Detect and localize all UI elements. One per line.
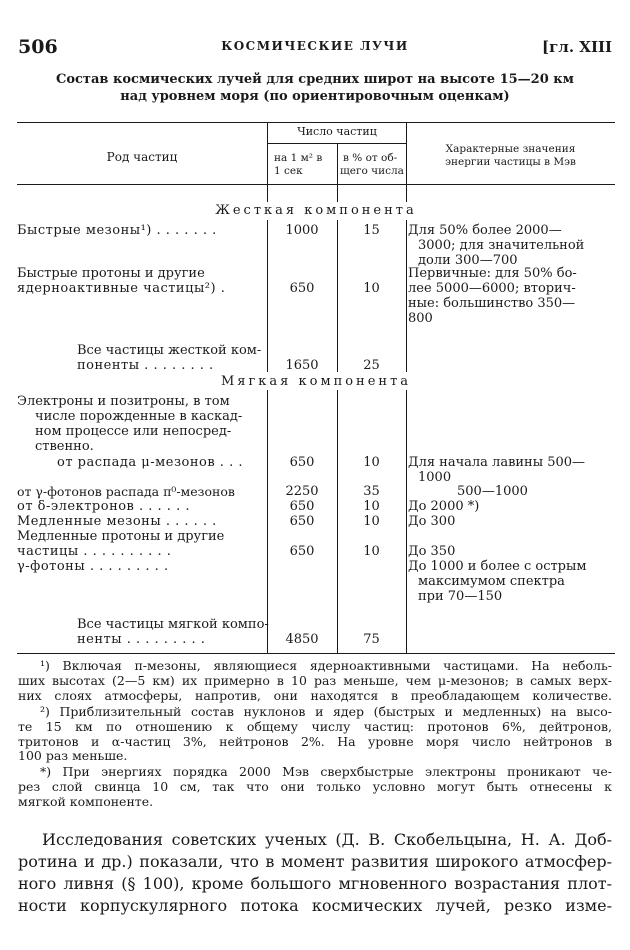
table-row-name: γ-фотоны . . . . . . . . .: [17, 559, 169, 574]
table-row-percent: 35: [363, 484, 380, 499]
footnote-line: *) При энергиях порядка 2000 Мэв сверхбыстрые электроны проникают че-: [40, 764, 612, 779]
table-row-name: частицы . . . . . . . . . .: [17, 544, 172, 559]
footnote-line: ²) Приблизительный состав нуклонов и ядер (быстрых и медленных) на высо-: [40, 704, 612, 719]
table-row-percent: 10: [363, 514, 380, 529]
table-row-percent: 10: [363, 455, 380, 470]
table-row-energy: доли 300—700: [418, 253, 518, 268]
table-row-name: Медленные протоны и другие: [17, 529, 225, 544]
table-row-name: Медленные мезоны . . . . . .: [17, 514, 217, 529]
table-row-name: ном процессе или непосред-: [35, 424, 232, 439]
table-row-name: Быстрые мезоны¹) . . . . . . .: [17, 223, 217, 238]
table-row-count: 650: [289, 544, 315, 559]
footnote-1: [18, 659, 612, 703]
section-hard-label: Жесткая компонента: [215, 203, 417, 218]
header-particle: Род частиц: [106, 150, 178, 164]
table-row-percent: 10: [363, 544, 380, 559]
table-row-name: числе порожденные в каскад-: [35, 409, 243, 424]
footnote-line: них слоях атмосферы, напротив, они находятся в преобладающем количестве.: [18, 687, 612, 703]
body-line: Исследования советских ученых (Д. В. Скобельцына, Н. А. Доб-: [42, 830, 612, 849]
table-row-energy: 1000: [418, 470, 452, 485]
table-row-energy: 3000; для значительной: [418, 238, 585, 253]
header-percent: щего числа: [340, 165, 404, 177]
header-percent: в % от об-: [343, 152, 398, 164]
column-rule: [406, 220, 407, 372]
table-row-name: от распада μ-мезонов . . .: [57, 455, 243, 470]
table-row-percent: 25: [363, 358, 380, 373]
page-header: [18, 36, 612, 60]
table-row-energy: 800: [408, 311, 433, 326]
table-row-count: 650: [289, 499, 315, 514]
table-row-count: 2250: [285, 484, 319, 499]
table-bottom-rule: [17, 653, 615, 654]
table-row-name: поненты . . . . . . . .: [77, 358, 214, 373]
footnote-line: рез слой свинца 10 см, так что они только условно могут быть отнесены к: [18, 778, 612, 794]
table-row-name: ственно.: [35, 439, 94, 454]
table-row-energy: максимумом спектра: [418, 574, 565, 589]
table-row-energy: 500—1000: [457, 484, 528, 499]
composition-table: [17, 122, 615, 654]
table-row-count: 650: [289, 281, 315, 296]
header-per-m2: на 1 м² в 1 сек: [274, 152, 323, 177]
table-row-name: ядерноактивные частицы²) .: [17, 281, 226, 296]
footnote-line: те 15 км по отношению к общему числу частиц: протонов 6%, дейтронов,: [18, 718, 612, 734]
table-row-energy: Первичные: для 50% бо-: [408, 266, 577, 281]
table-row-name: от γ-фотонов распада π⁰-мезонов: [17, 484, 235, 499]
footnote-2: [18, 705, 612, 764]
body-line: ности корпускулярного потока космических лучей, резко изме-: [18, 896, 612, 915]
header-bottom-rule: [17, 184, 615, 185]
footnote-line: 100 раз меньше.: [18, 748, 128, 764]
table-row-name: Электроны и позитроны, в том: [17, 394, 230, 409]
table-row-percent: 75: [363, 632, 380, 647]
column-rule: [406, 390, 407, 654]
table-row-energy: при 70—150: [418, 589, 503, 604]
table-row-count: 4850: [285, 632, 319, 647]
table-row-energy: ные: большинство 350—: [408, 296, 576, 311]
page-number: 506: [18, 36, 58, 58]
header-count-group: Число частиц: [297, 125, 377, 138]
table-row-count: 650: [289, 514, 315, 529]
table-row-percent: 10: [363, 281, 380, 296]
table-title-line: над уровнем моря (по ориентировочным оценкам): [120, 89, 510, 104]
column-rule: [337, 144, 338, 202]
body-line: ного ливня (§ 100), кроме большого мгновенного возрастания плот-: [18, 874, 612, 893]
table-row-energy: До 300: [408, 514, 456, 529]
footnote-line: ¹) Включая π-мезоны, являющиеся ядерноактивными частицами. На неболь-: [40, 658, 612, 673]
table-row-percent: 10: [363, 499, 380, 514]
footnote-line: ших высотах (2—5 км) их примерно в 10 раз меньше, чем μ-мезонов; в самых верх-: [18, 672, 612, 688]
table-row-count: 1000: [285, 223, 319, 238]
table-row-percent: 15: [363, 223, 380, 238]
table-row-name: Все частицы мягкой компо-: [77, 617, 269, 632]
table-row-energy: До 1000 и более с острым: [408, 559, 587, 574]
table-row-energy: До 2000 *): [408, 499, 480, 514]
footnote-line: тритонов и α-частиц 3%, нейтронов 2%. На уровне моря число нейтронов в: [18, 733, 612, 749]
body-paragraph: [18, 829, 612, 917]
table-row-count: 1650: [285, 358, 319, 373]
table-row-energy: Для 50% более 2000—: [408, 223, 562, 238]
table-row-energy: До 350: [408, 544, 456, 559]
table-row-name: ненты . . . . . . . . .: [77, 632, 206, 647]
header-energy: энергии частицы в Мэв: [445, 156, 576, 168]
table-title-line: Состав космических лучей для средних широт на высоте 15—20 км: [56, 72, 574, 87]
body-line: ротина и др.) показали, что в момент развития широкого атмосфер-: [18, 852, 612, 871]
table-top-rule: [17, 122, 615, 123]
table-title: [30, 71, 600, 105]
table-row-name: Все частицы жесткой ком-: [77, 343, 262, 358]
chapter-label: [гл. XIII: [542, 38, 612, 56]
header-energy: Характерные значения: [445, 143, 576, 155]
table-row-name: Быстрые протоны и другие: [17, 266, 205, 281]
footnote-line: мягкой компоненте.: [18, 793, 154, 809]
table-row-energy: лее 5000—6000; вторич-: [408, 281, 576, 296]
section-soft-label: Мягкая компонента: [220, 374, 412, 389]
running-title: КОСМИЧЕСКИЕ ЛУЧИ: [221, 39, 409, 53]
table-row-energy: Для начала лавины 500—: [408, 455, 586, 470]
table-row-count: 650: [289, 455, 315, 470]
footnote-3: [18, 765, 612, 809]
table-row-name: от δ-электронов . . . . . .: [17, 499, 190, 514]
